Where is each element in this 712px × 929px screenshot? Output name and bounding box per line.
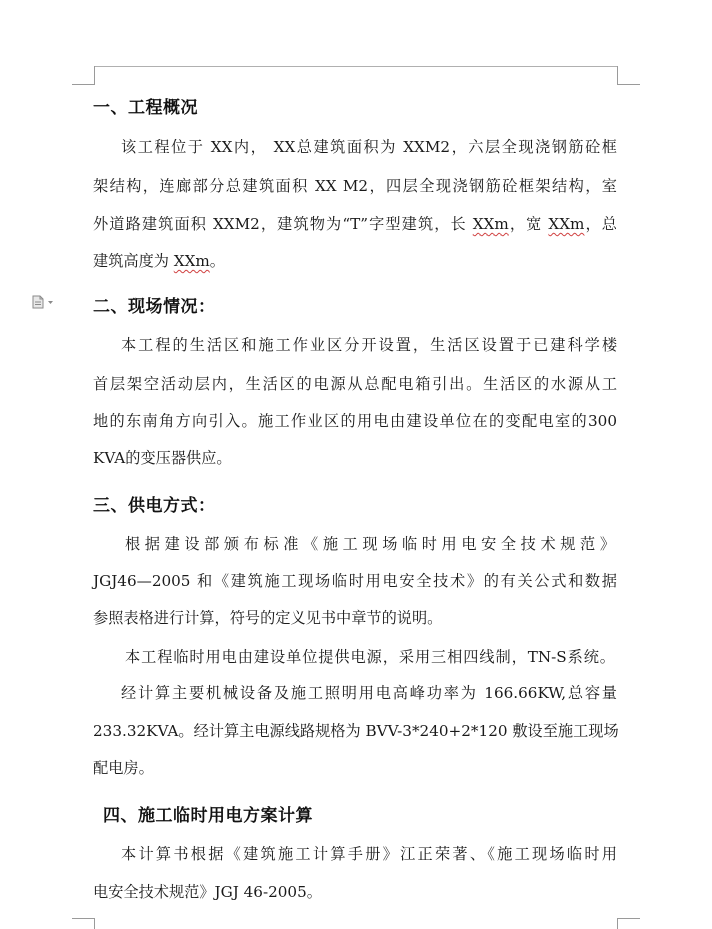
text-run: 本计算书根据《建筑施工计算手册》江正荣著、《施工现场临时用 <box>121 845 617 863</box>
paragraph-line <box>121 136 617 157</box>
paragraph-options-icon[interactable] <box>31 294 57 308</box>
text-run: 该工程位于 XX内， XX总建筑面积为 XXM2，六层全现浇钢筋砼框 <box>121 138 617 156</box>
text-run: 配电房。 <box>93 759 154 777</box>
paragraph-line <box>121 843 617 864</box>
crop-mark-top-left <box>72 66 95 85</box>
text-run: 参照表格进行计算，符号的定义见书中章节的说明。 <box>93 609 443 627</box>
text-run: 架结构，连廊部分总建筑面积 XX M2，四层全现浇钢筋砼框架结构，室 <box>93 177 617 195</box>
text-run: ，宽 <box>508 215 549 233</box>
text-run: 首层架空活动层内，生活区的电源从总配电箱引出。生活区的水源从工 <box>93 375 617 393</box>
paragraph-line <box>125 533 615 554</box>
text-run: JGJ46—2005 和《建筑施工现场临时用电安全技术》的有关公式和数据 <box>93 572 617 590</box>
section-heading-overview: 一、工程概况 <box>93 98 198 118</box>
section-heading-calculation: 四、施工临时用电方案计算 <box>103 806 313 826</box>
crop-mark-top-right <box>617 66 640 85</box>
section-heading-site-conditions: 二、现场情况： <box>93 297 216 317</box>
text-run: 。 <box>209 252 225 270</box>
paragraph-line <box>93 607 442 628</box>
paragraph-line <box>93 213 617 234</box>
paragraph-line <box>93 881 322 902</box>
text-run: 电安全技术规范》JGJ 46-2005。 <box>93 883 322 901</box>
text-run: 地的东南角方向引入。施工作业区的用电由建设单位在的变配电室的300 <box>93 412 617 430</box>
text-run: 本工程的生活区和施工作业区分开设置，生活区设置于已建科学楼 <box>121 336 617 354</box>
section-heading-power-supply: 三、供电方式： <box>93 496 216 516</box>
text-run: 233.32KVA。经计算主电源线路规格为 BVV-3*240+2*120 敷设至施工现场 <box>93 722 619 740</box>
text-run: KVA的变压器供应。 <box>93 449 232 467</box>
paragraph-line <box>121 682 617 703</box>
paragraph-line <box>125 646 615 667</box>
paragraph-line <box>93 250 225 271</box>
paragraph-line <box>121 334 617 355</box>
spellcheck-word[interactable]: XXm <box>548 215 585 233</box>
text-run: 本工程临时用电由建设单位提供电源，采用三相四线制，TN-S系统。 <box>125 648 615 666</box>
paragraph-line <box>93 447 232 468</box>
crop-mark-bottom-right <box>617 918 640 929</box>
crop-mark-bottom-left <box>72 918 95 929</box>
text-run: ，总 <box>584 215 617 233</box>
text-run: 根据建设部颁布标准《施工现场临时用电安全技术规范》 <box>125 535 615 553</box>
spellcheck-word[interactable]: XXm <box>173 252 210 270</box>
page-top-border <box>94 66 617 67</box>
paragraph-line <box>93 720 617 741</box>
text-run: 外道路建筑面积 XXM2，建筑物为“T”字型建筑，长 <box>93 215 473 233</box>
document-icon <box>31 295 57 309</box>
paragraph-line <box>93 570 617 591</box>
text-run: 经计算主要机械设备及施工照明用电高峰功率为 166.66KW,总容量 <box>121 684 617 702</box>
spellcheck-word[interactable]: XXm <box>472 215 509 233</box>
paragraph-line <box>93 410 617 431</box>
paragraph-line <box>93 757 154 778</box>
paragraph-line <box>93 373 617 394</box>
paragraph-line <box>93 175 617 196</box>
text-run: 建筑高度为 <box>93 252 174 270</box>
